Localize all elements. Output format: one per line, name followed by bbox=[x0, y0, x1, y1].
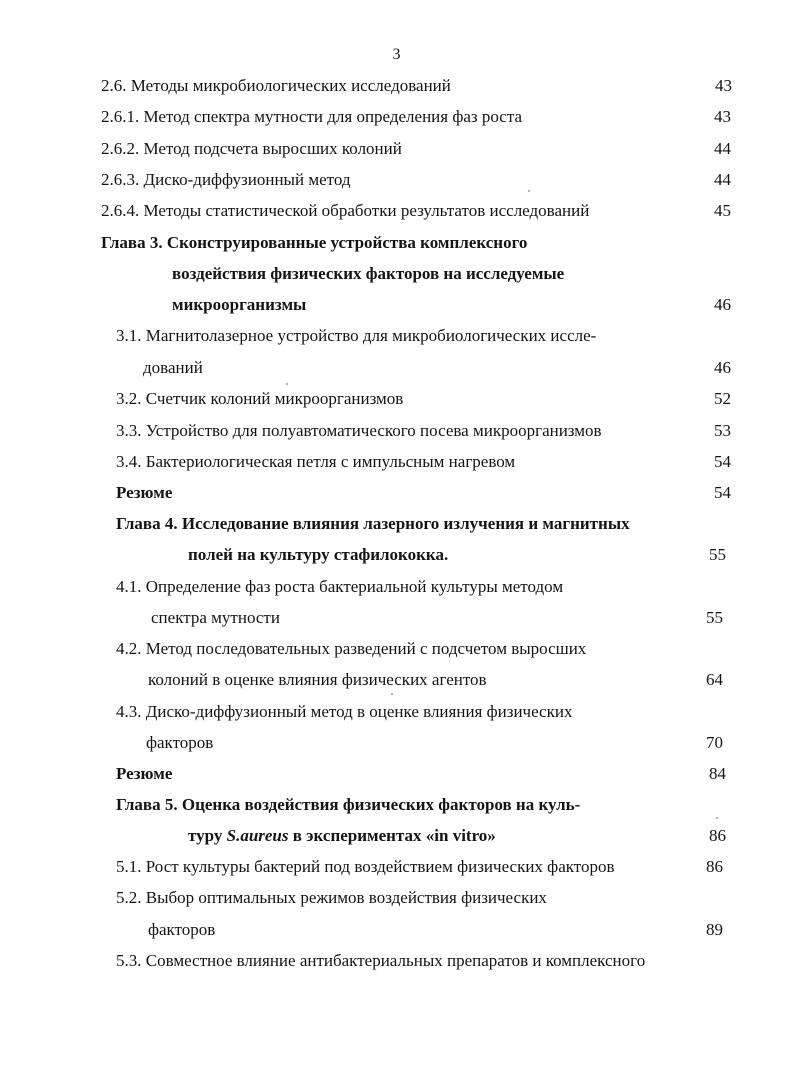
toc-entry-text: спектра мутности bbox=[151, 608, 280, 627]
toc-entry-page: 86 bbox=[706, 857, 723, 876]
toc-entry-page: 89 bbox=[706, 920, 723, 939]
scan-speck bbox=[716, 817, 718, 819]
toc-entry-text: 2.6. Методы микробиологических исследований bbox=[101, 76, 451, 95]
toc-entry-text: 3.1. Магнитолазерное устройство для микробиологических иссле- bbox=[116, 326, 597, 345]
toc-entry-page: 43 bbox=[714, 107, 731, 126]
toc-entry-page: 53 bbox=[714, 421, 731, 440]
toc-entry-text: 2.6.3. Диско-диффузионный метод bbox=[101, 170, 351, 189]
toc-entry-page: 84 bbox=[709, 764, 726, 783]
toc-entry-page: 44 bbox=[714, 139, 731, 158]
page-number: 3 bbox=[392, 46, 401, 63]
toc-entry-text: колоний в оценке влияния физических агентов bbox=[148, 670, 487, 689]
toc-entry-text: факторов bbox=[148, 920, 216, 939]
toc-entry-text: 2.6.4. Методы статистической обработки результатов исследований bbox=[101, 201, 590, 220]
toc-entry-text: 5.3. Совместное влияние антибактериальных препаратов и комплексного bbox=[116, 951, 646, 970]
toc-chapter-title-line: микроорганизмы bbox=[172, 295, 307, 314]
toc-entry-page: 43 bbox=[715, 76, 732, 95]
toc-entry-page: 46 bbox=[714, 358, 731, 377]
toc-chapter-title-line: воздействия физических факторов на исследуемые bbox=[172, 264, 565, 283]
toc-entry-text: 2.6.1. Метод спектра мутности для определения фаз роста bbox=[101, 107, 523, 126]
toc-entry-text: 2.6.2. Метод подсчета выросших колоний bbox=[101, 139, 402, 158]
toc-entry-page: 64 bbox=[706, 670, 723, 689]
toc-entry-page: 45 bbox=[714, 201, 731, 220]
toc-entry-text: 3.3. Устройство для полуавтоматического посева микроорганизмов bbox=[116, 421, 602, 440]
toc-chapter-title-line: Глава 4. Исследование влияния лазерного излучения и магнитных bbox=[116, 514, 630, 533]
toc-entry-text: факторов bbox=[146, 733, 214, 752]
toc-entry-text: Резюме bbox=[116, 483, 173, 502]
toc-chapter-title-line: полей на культуру стафилококка. bbox=[188, 545, 449, 564]
toc-entry-text: 5.1. Рост культуры бактерий под воздействием физических факторов bbox=[116, 857, 615, 876]
toc-entry-text: 4.3. Диско-диффузионный метод в оценке влияния физических bbox=[116, 702, 573, 721]
scan-speck bbox=[391, 693, 393, 695]
toc-entry-text: 5.2. Выбор оптимальных режимов воздействия физических bbox=[116, 888, 547, 907]
toc-entry-text: 4.2. Метод последовательных разведений с подсчетом выросших bbox=[116, 639, 587, 658]
toc-chapter-title-line: Глава 5. Оценка воздействия физических факторов на куль- bbox=[116, 795, 581, 814]
toc-entry-text: 4.1. Определение фаз роста бактериальной культуры методом bbox=[116, 577, 564, 596]
toc-entry-page: 55 bbox=[709, 545, 726, 564]
toc-entry-text: Резюме bbox=[116, 764, 173, 783]
toc-entry-page: 55 bbox=[706, 608, 723, 627]
scan-speck bbox=[286, 383, 288, 385]
toc-chapter-title-line: туру S.aureus в экспериментах «in vitro» bbox=[188, 826, 496, 845]
toc-entry-page: 70 bbox=[706, 733, 723, 752]
toc-entry-page: 86 bbox=[709, 826, 726, 845]
toc-entry-page: 52 bbox=[714, 389, 731, 408]
toc-entry-text: 3.2. Счетчик колоний микроорганизмов bbox=[116, 389, 404, 408]
toc-entry-page: 54 bbox=[714, 483, 731, 502]
toc-entry-text: дований bbox=[143, 358, 203, 377]
toc-entry-page: 44 bbox=[714, 170, 731, 189]
toc-entry-page: 54 bbox=[714, 452, 731, 471]
toc-entry-text: 3.4. Бактериологическая петля с импульсным нагревом bbox=[116, 452, 516, 471]
toc-entry-page: 46 bbox=[714, 295, 731, 314]
toc-chapter-title-line: Глава 3. Сконструированные устройства комплексного bbox=[101, 233, 528, 252]
scan-speck bbox=[528, 190, 530, 192]
